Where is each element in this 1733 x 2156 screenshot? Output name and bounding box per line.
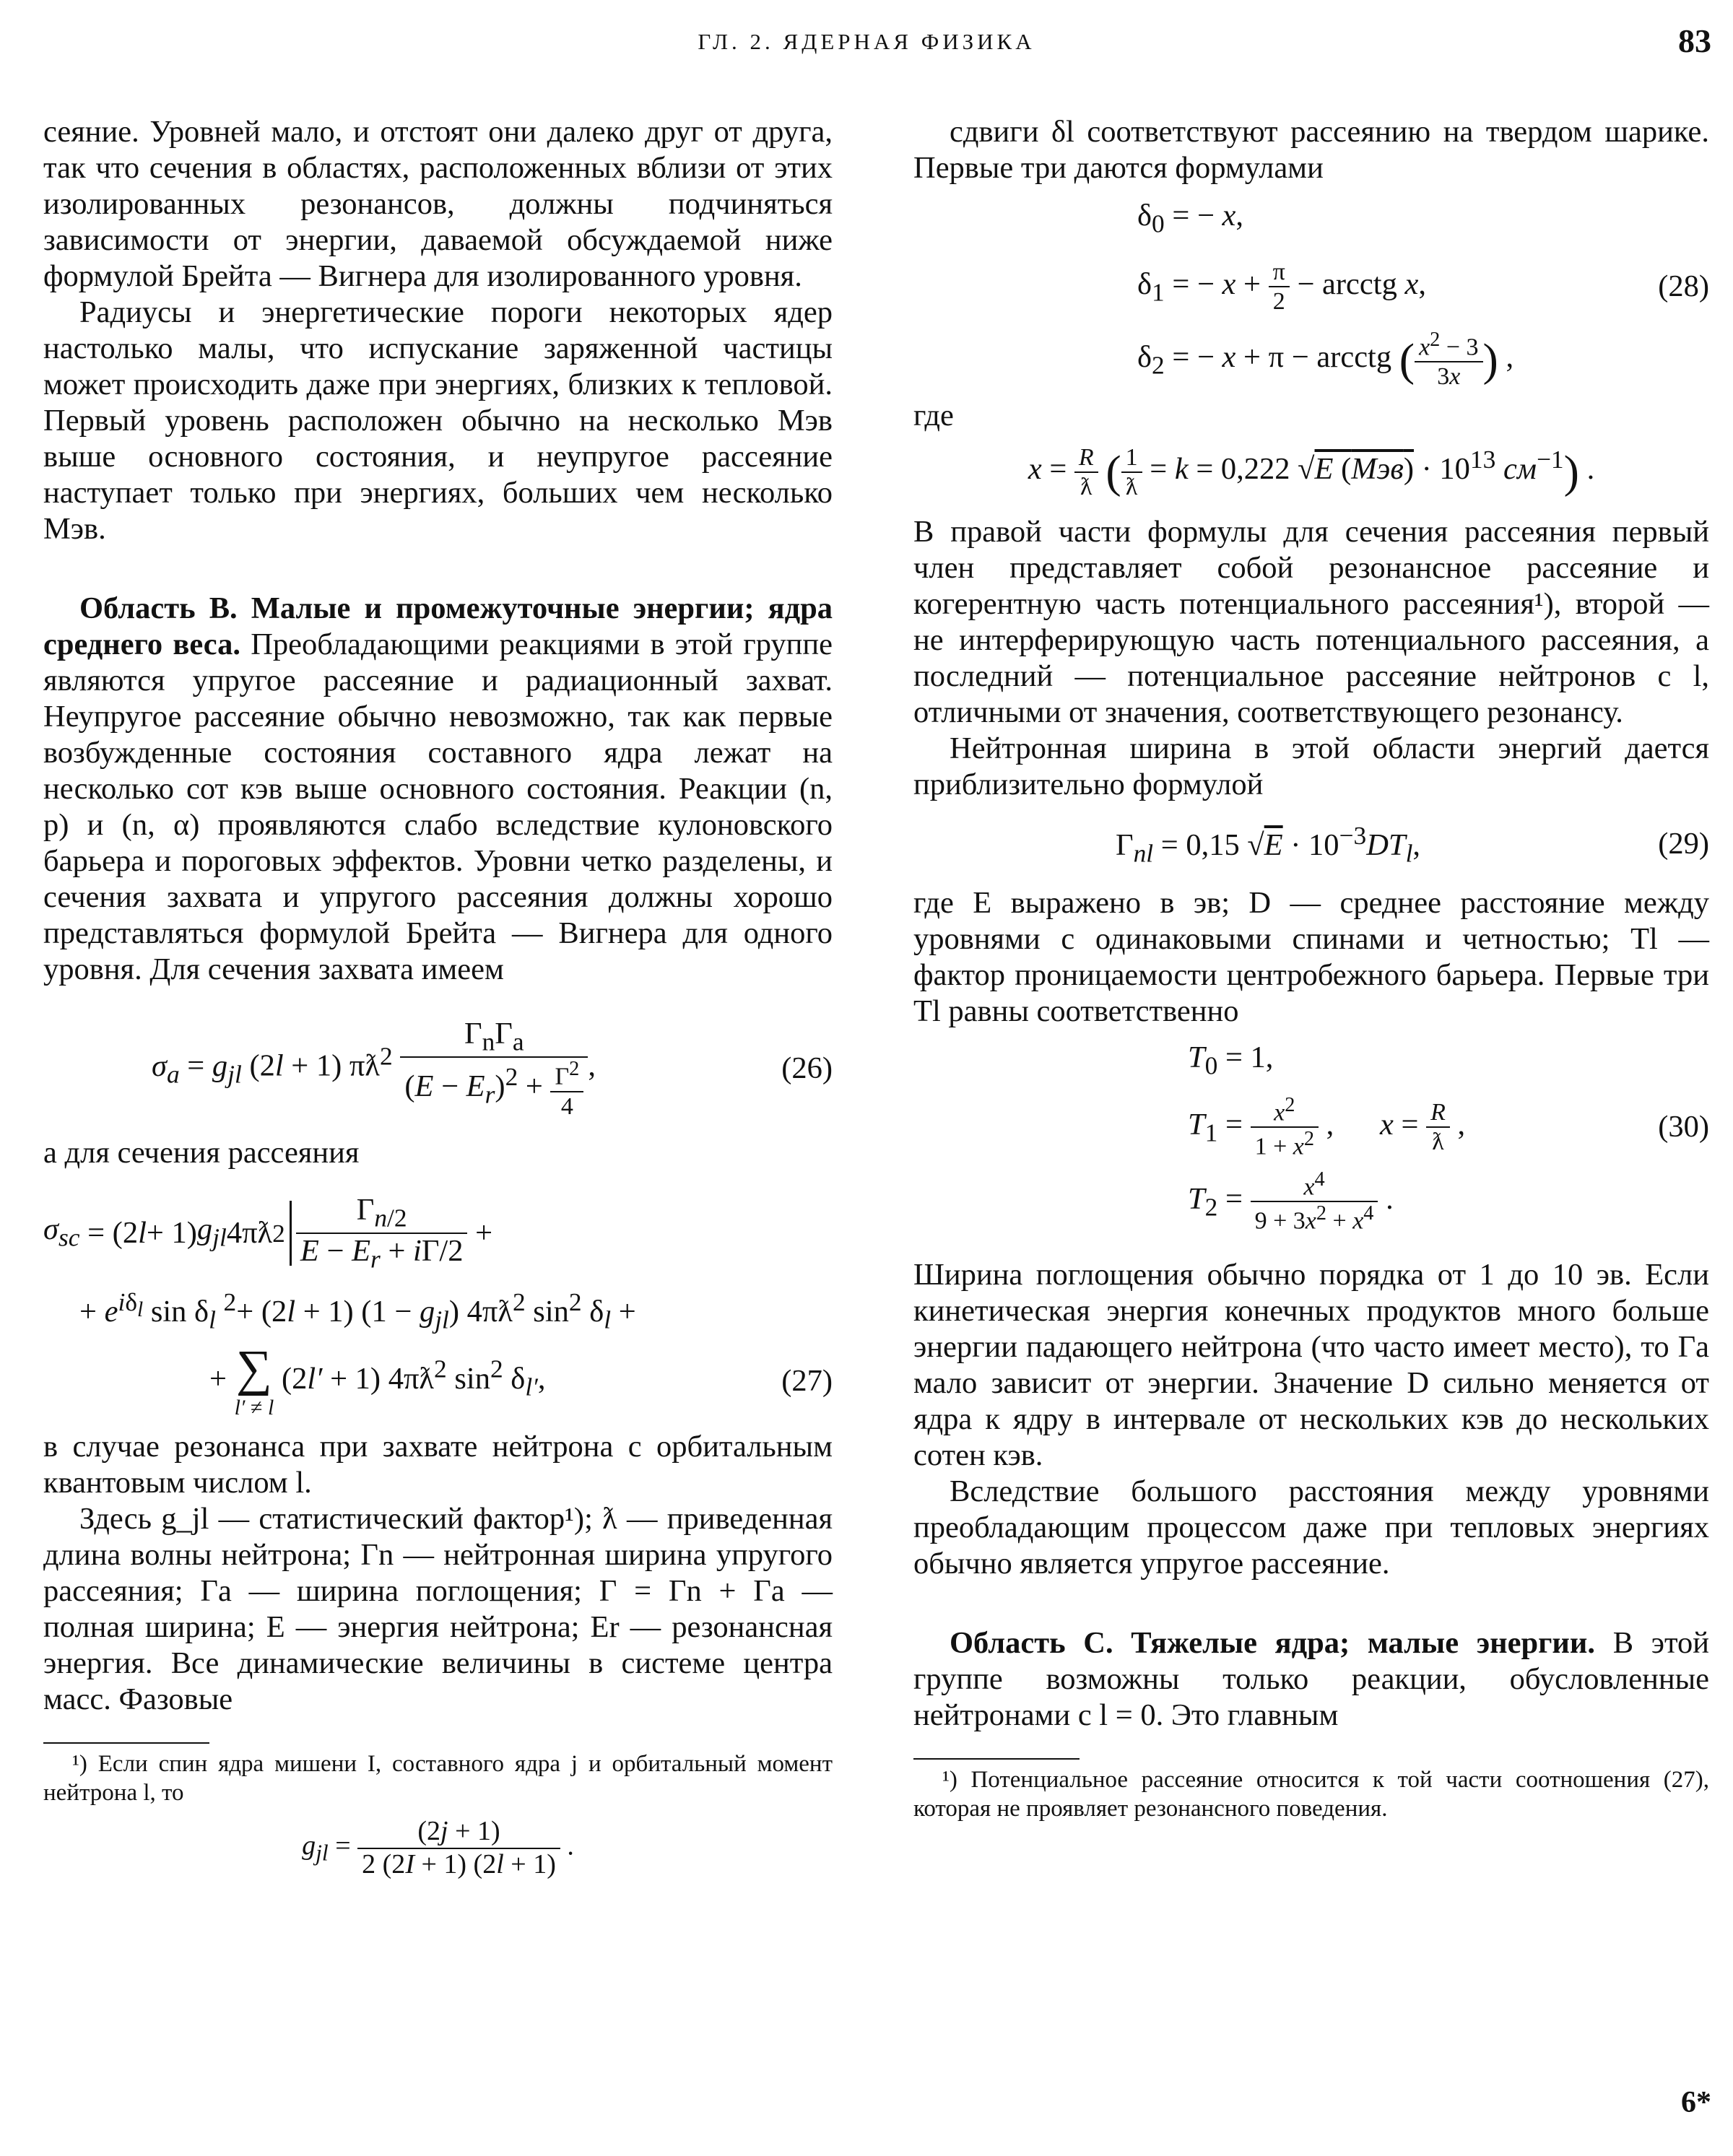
section-c xyxy=(913,1625,1709,1734)
running-title: ГЛ. 2. ЯДЕРНАЯ ФИЗИКА xyxy=(698,29,1035,54)
equation-number: (27) xyxy=(781,1363,833,1398)
section-heading: Область C. Тяжелые ядра; малые энергии. xyxy=(950,1625,1596,1660)
page-header xyxy=(0,22,1733,72)
signature-mark: 6* xyxy=(1681,2086,1711,2119)
footnote: ¹) Если спин ядра мишени I, составного ядра j и орбитальный момент нейтрона l, то xyxy=(43,1750,833,1806)
left-column xyxy=(43,114,833,1880)
footnote-equation: $g_{jl}$ = $\frac{(2j + 1)}{2 (2I + 1) (2l + 1)}$ . xyxy=(302,1815,574,1879)
section-b xyxy=(43,591,833,988)
equation-x: x = $\frac{R}{ƛ}$ ( $\frac{1}{ƛ}$ = k = 0,222 √E $(Мэв) \cdot 10^{13}$ $см^{-1}$) . xyxy=(1028,443,1595,500)
paragraph: Нейтронная ширина в этой области энергий дается приблизительно формулой xyxy=(913,731,1709,801)
paragraph: где E выражено в эв; D — среднее расстояние между уровнями с одинаковыми спинами и четностью; Tl — фактор проницаемости центробежного барьера. Первые три Tl равны соответственно xyxy=(913,886,1709,1029)
paragraph: Ширина поглощения обычно порядка от 1 до 10 эв. Если кинетическая энергия конечных продуктов много больше энергии падающего нейтрона (что часто имеет место), то Γa мало зависит от энергии. Значение D сильно меняется от ядра к ядру в интервале от нескольких кэв до нескольких сотен кэв. xyxy=(913,1257,1709,1472)
page-number: 83 xyxy=(1678,22,1711,59)
footnote: ¹) Потенциальное рассеяние относится к той части соотношения (27), которая не проявляет резонансного поведения. xyxy=(913,1766,1709,1822)
footnote-rule xyxy=(913,1758,1080,1760)
paragraph: Здесь g_jl — статистический фактор¹); ƛ — приведенная длина волны нейтрона; Γn — нейтронная ширина упругого рассеяния; Γa — ширина поглощения; Γ = Γn + Γa — полная ширина; E — энергия нейтрона; Er — резонансная энергия. Все динамические величины в системе центра масс. Фазовые xyxy=(43,1501,833,1716)
paragraph: в случае резонанса при захвате нейтрона с орбитальным квантовым числом l. xyxy=(43,1429,833,1500)
paragraph: Преобладающими реакциями в этой группе являются упругое рассеяние и радиационный захват. Неупругое рассеяние обычно невозможно, так как первые возбужденные состояния составного ядра лежат на несколько сот кэв выше основного состояния. Реакции (n, p) и (n, α) проявляются слабо вследствие кулоновского барьера и пороговых эффектов. Уровни четко разделены, и сечения захвата и упругого рассеяния должны хорошо представляться формулой Брейта — Вигнера для одного уровня. Для сечения захвата имеем xyxy=(43,627,833,986)
section-heading: Область B. Малые и промежуточные энергии; ядра среднего веса. xyxy=(43,591,833,661)
paragraph: В этой группе возможны только реакции, обусловленные нейтронами с l = 0. Это главным xyxy=(913,1625,1710,1732)
equation-number: (26) xyxy=(781,1051,833,1085)
equation-30: $T_0 = 1$, $T_1$ = $\frac{x^2}{1 + x^2}$ , x = $\frac{R}{ƛ}$ , (30) $T_2$ = $\frac{x^4}{9 + 3x^2 + x^4}$ . xyxy=(1188,1040,1709,1235)
right-column xyxy=(913,114,1709,1823)
paragraph: где xyxy=(913,399,954,433)
footnote-rule xyxy=(43,1742,209,1744)
equation-number: (30) xyxy=(1658,1110,1709,1144)
equation-29: $\Gamma_{nl} = 0,15$ $√E \cdot 10^{-3}DT_l$, (29) xyxy=(1116,820,1709,868)
equation-number: (29) xyxy=(1658,827,1709,861)
paragraph: а для сечения рассеяния xyxy=(43,1135,360,1170)
equation-26: $\sigma_a = g_{jl}$ (2l + 1) $\pi ƛ^2$ $\Gamma_n\Gamma_a$ $(E - E_r)^2$ + $\frac{\Gamma^2}{4}$ , (26) xyxy=(152,1017,833,1120)
paragraph: Радиусы и энергетические пороги некоторых ядер настолько малы, что испускание заряженной частицы может происходить даже при энергиях, близких к тепловой. Первый уровень расположен обычно на несколько Мэв выше основного состояния, и неупругое рассеяние наступает только при энергиях, больших чем несколько Мэв. xyxy=(43,295,833,546)
paragraph: В правой части формулы для сечения рассеяния первый член представляет собой резонансное рассеяние и когерентную часть потенциального рассеяния¹), второй — не интерферирующую часть потенциального рассеяния, а последний — потенциальное рассеяние нейтронов с l, отличными от значения, соответствующего резонансу. xyxy=(913,514,1709,729)
equation-27: $\sigma_{sc}$ = (2 l + 1) $g_{jl}$ 4πƛ 2 $\frac{\Gamma_{n/2}}{E - E_r + i\Gamma/2}$ + + $e^{i\delta_l}$ $\sin \delta_l$ $^2$+ (2l + 1) $(1 - g_{jl})$ $4\pi ƛ^2$ $\sin^2 \delta_l$ + + ∑ l′ ≠ l (2l′ + 1) $4\pi ƛ^2$ $\sin^2 \delta_{l'}$, (27) xyxy=(43,1192,833,1420)
paragraph: сдвиги δl соответствуют рассеянию на твердом шарике. Первые три даются формулами xyxy=(913,115,1709,185)
paragraph: сеяние. Уровней мало, и отстоят они далеко друг от друга, так что сечения в областях, расположенных вблизи от этих изолированных резонансов, должны подчиняться зависимости от энергии, даваемой обсуждаемой ниже формулой Брейта — Вигнера для изолированного уровня. xyxy=(43,115,833,293)
equation-number: (28) xyxy=(1658,269,1709,303)
equation-28: $\delta_0$ = − x, $\delta_1$ = − x + $\frac{\pi}{2}$ − arcctg x, (28) $\delta_2$ = − x + π − arcctg ( $\frac{x^2 - 3}{3x}$ ) , xyxy=(1137,199,1709,391)
paragraph: Вследствие большого расстояния между уровнями преобладающим процессом даже при тепловых энергиях обычно является упругое рассеяние. xyxy=(913,1474,1709,1581)
